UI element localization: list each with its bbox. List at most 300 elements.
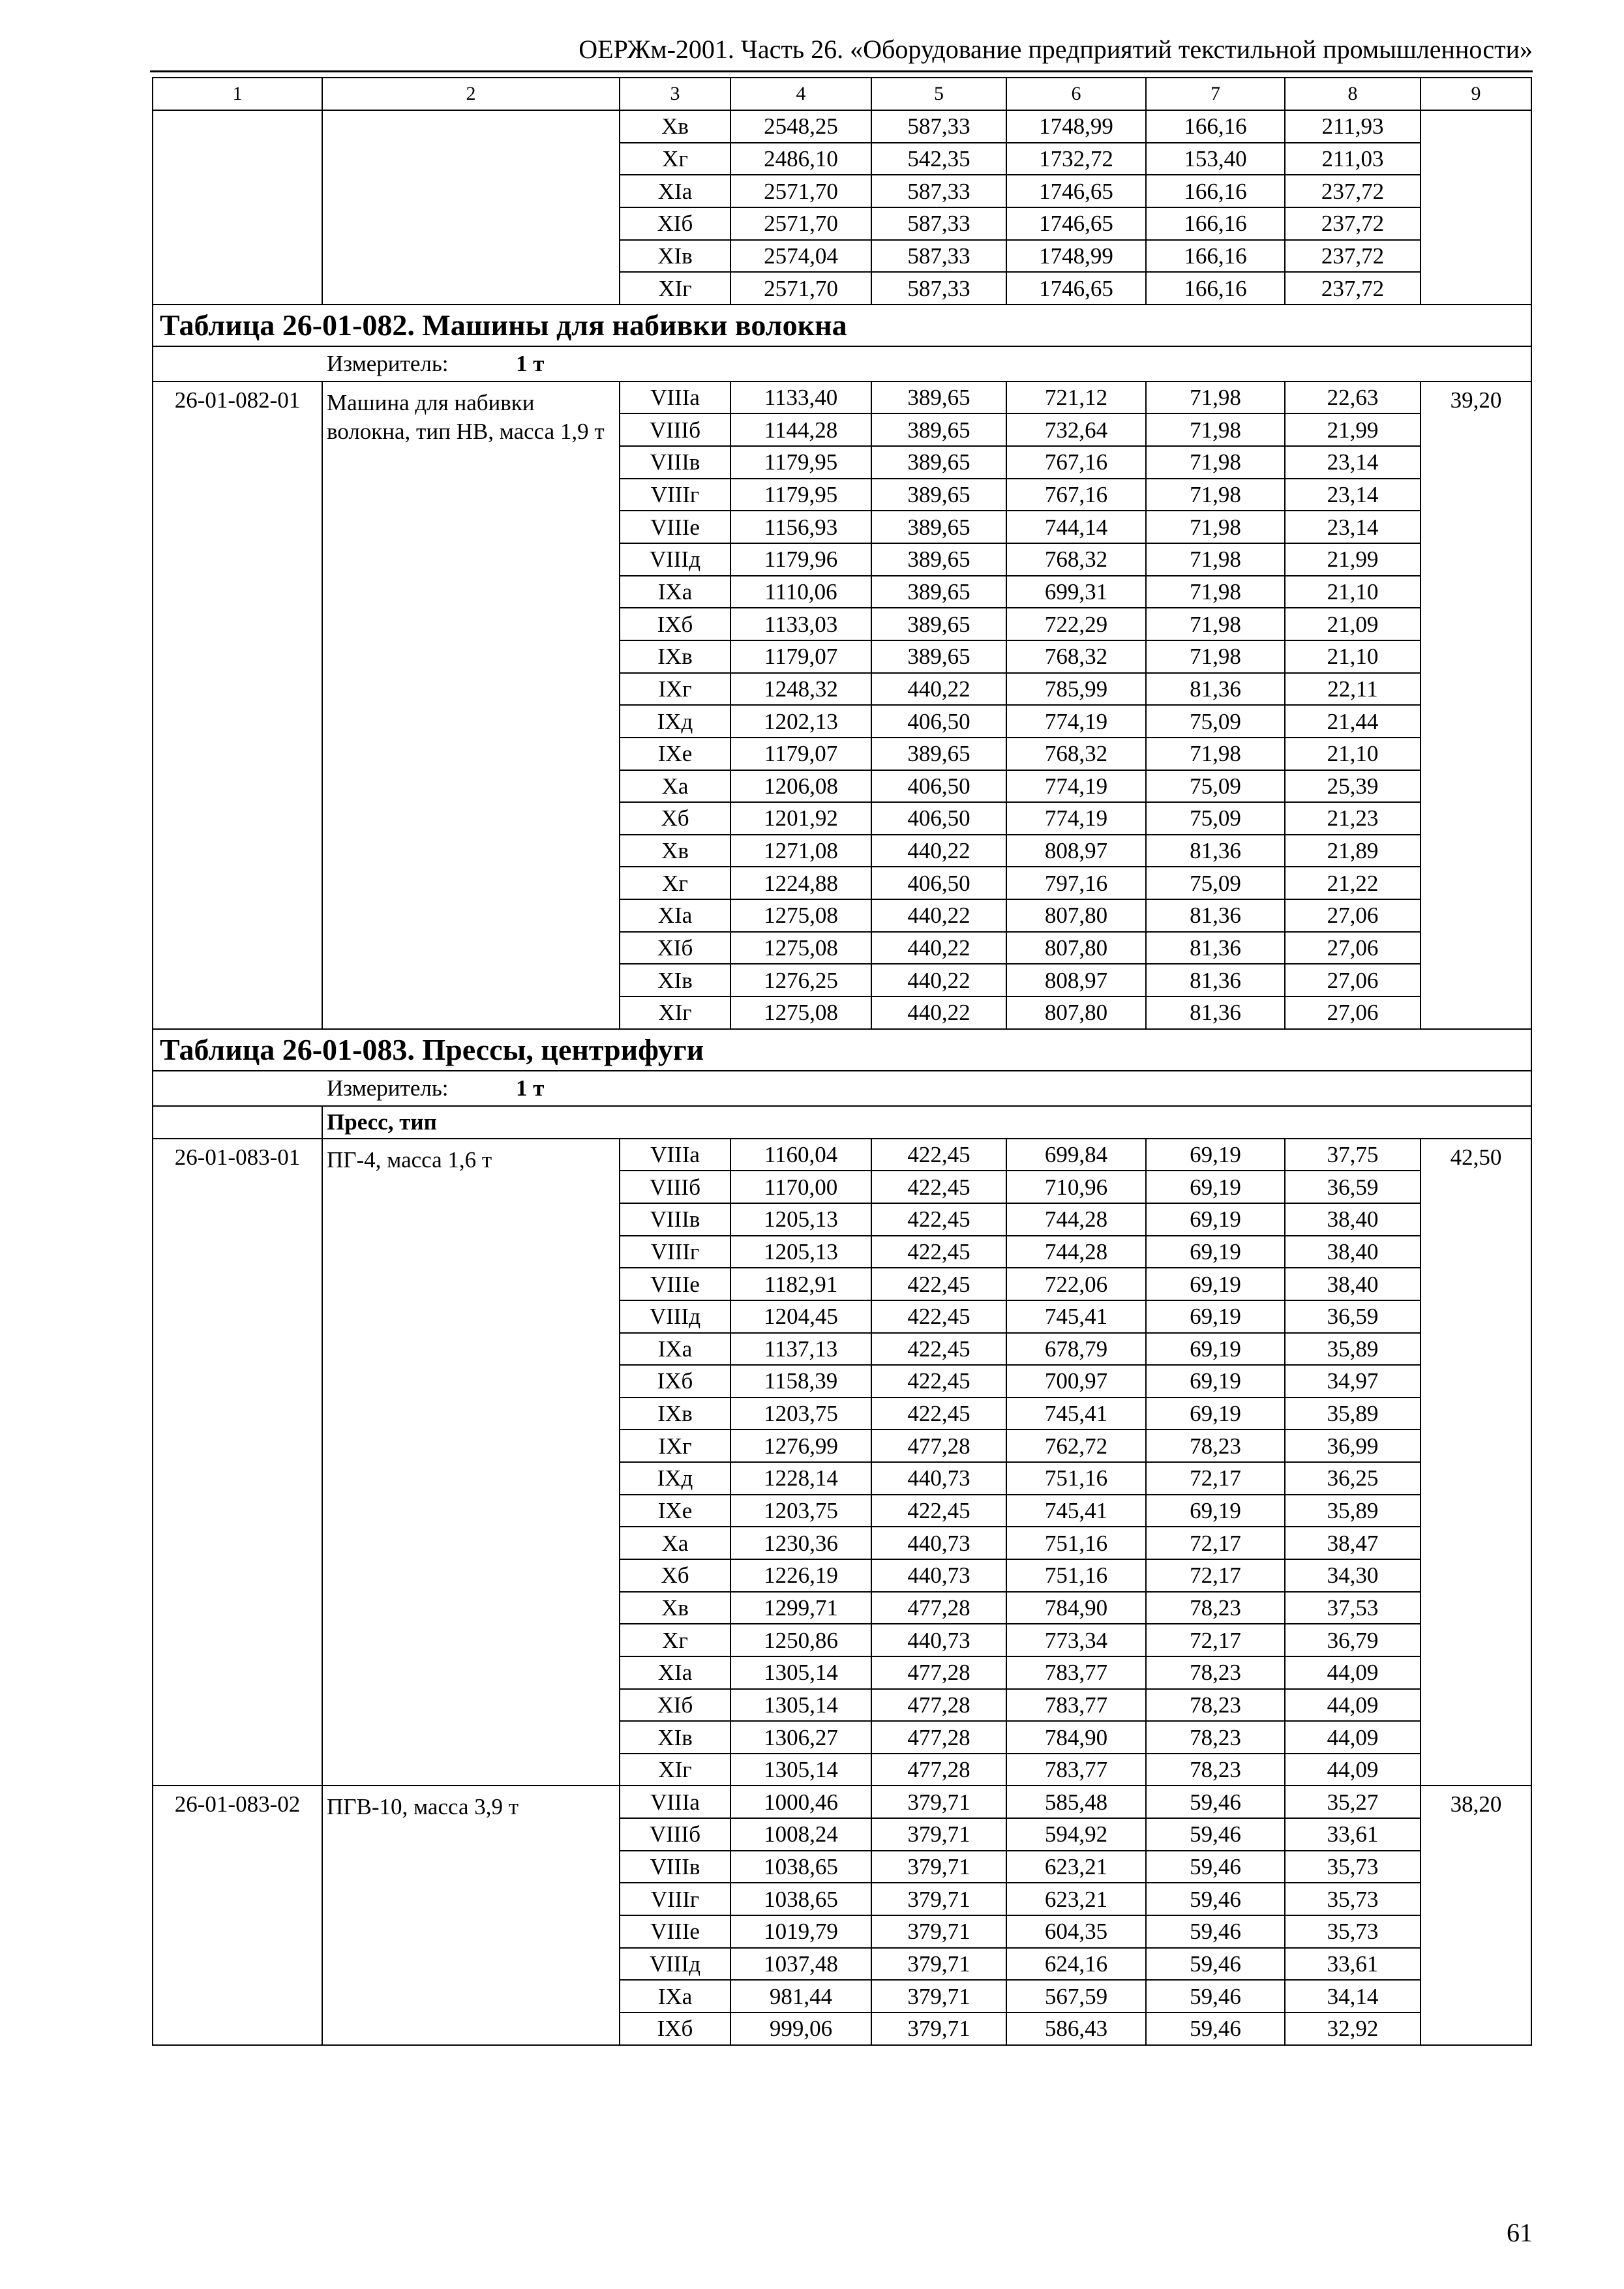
materials-cell: 35,73	[1285, 1915, 1421, 1948]
zone-cell: IХб	[620, 608, 730, 640]
wages-cell: 542,35	[871, 143, 1006, 175]
materials-cell: 21,44	[1285, 705, 1421, 738]
machinist-wages-cell: 78,23	[1146, 1592, 1285, 1624]
machines-cell: 751,16	[1006, 1462, 1146, 1495]
header-rule	[150, 70, 1533, 72]
materials-cell: 23,14	[1285, 446, 1421, 479]
wages-cell: 477,28	[871, 1754, 1006, 1786]
table-title: Таблица 26-01-083. Прессы, центрифуги	[153, 1029, 1531, 1071]
materials-cell: 44,09	[1285, 1656, 1421, 1689]
machinist-wages-cell: 71,98	[1146, 640, 1285, 673]
table-row	[153, 382, 1531, 414]
machinist-wages-cell: 71,98	[1146, 543, 1285, 576]
wages-cell: 440,22	[871, 673, 1006, 706]
zone-cell: Хв	[620, 835, 730, 867]
machinist-wages-cell: 69,19	[1146, 1171, 1285, 1203]
machinist-wages-cell: 75,09	[1146, 802, 1285, 835]
measure-cell	[153, 346, 1531, 382]
zone-cell: ХIб	[620, 207, 730, 240]
zone-cell: IХд	[620, 1462, 730, 1495]
zone-cell: VIIIб	[620, 1171, 730, 1203]
zone-cell: VIIIа	[620, 1786, 730, 1818]
total-cost-cell: 999,06	[730, 2012, 871, 2045]
column-header-row	[153, 78, 1531, 110]
machines-cell: 722,06	[1006, 1268, 1146, 1300]
machinist-wages-cell: 75,09	[1146, 867, 1285, 899]
table-row	[153, 110, 1531, 143]
table-row	[153, 1139, 1531, 1171]
machinist-wages-cell: 71,98	[1146, 608, 1285, 640]
total-cost-cell: 1275,08	[730, 899, 871, 932]
wages-cell: 379,71	[871, 1818, 1006, 1851]
wages-cell: 422,45	[871, 1203, 1006, 1236]
materials-cell: 35,89	[1285, 1398, 1421, 1430]
total-cost-cell: 1204,45	[730, 1300, 871, 1333]
machinist-wages-cell: 72,17	[1146, 1527, 1285, 1559]
zone-cell: IХг	[620, 673, 730, 706]
machinist-wages-cell: 81,36	[1146, 673, 1285, 706]
zone-cell: Хб	[620, 802, 730, 835]
machinist-wages-cell: 69,19	[1146, 1365, 1285, 1398]
materials-cell: 35,73	[1285, 1883, 1421, 1915]
machinist-wages-cell: 69,19	[1146, 1495, 1285, 1527]
zone-cell: VIIIб	[620, 413, 730, 446]
machines-cell: 624,16	[1006, 1948, 1146, 1981]
total-cost-cell: 1137,13	[730, 1333, 871, 1366]
machinist-wages-cell: 59,46	[1146, 1948, 1285, 1981]
materials-cell: 34,97	[1285, 1365, 1421, 1398]
total-cost-cell: 1160,04	[730, 1139, 871, 1171]
machines-cell: 768,32	[1006, 543, 1146, 576]
total-cost-cell: 2548,25	[730, 110, 871, 143]
machines-cell: 808,97	[1006, 835, 1146, 867]
wages-cell: 477,28	[871, 1721, 1006, 1754]
wages-cell: 379,71	[871, 2012, 1006, 2045]
wages-cell: 477,28	[871, 1656, 1006, 1689]
measure-label: Измеритель:	[327, 351, 449, 377]
total-cost-cell: 1203,75	[730, 1398, 871, 1430]
materials-cell: 21,22	[1285, 867, 1421, 899]
machines-cell: 785,99	[1006, 673, 1146, 706]
materials-cell: 34,30	[1285, 1559, 1421, 1592]
zone-cell: ХIв	[620, 240, 730, 273]
machines-cell: 784,90	[1006, 1592, 1146, 1624]
zone-cell: IХе	[620, 738, 730, 770]
machines-cell: 699,31	[1006, 576, 1146, 608]
machines-cell: 773,34	[1006, 1624, 1146, 1656]
materials-cell: 35,27	[1285, 1786, 1421, 1818]
materials-cell: 38,47	[1285, 1527, 1421, 1559]
total-cost-cell: 1206,08	[730, 770, 871, 803]
materials-cell: 21,23	[1285, 802, 1421, 835]
zone-cell: VIIIв	[620, 1203, 730, 1236]
total-cost-cell: 1038,65	[730, 1851, 871, 1883]
materials-cell: 36,25	[1285, 1462, 1421, 1495]
machinist-wages-cell: 166,16	[1146, 240, 1285, 273]
wages-cell: 389,65	[871, 446, 1006, 479]
machinist-wages-cell: 59,46	[1146, 1851, 1285, 1883]
total-cost-cell: 1133,03	[730, 608, 871, 640]
total-cost-cell: 1250,86	[730, 1624, 871, 1656]
total-cost-cell: 1179,95	[730, 479, 871, 511]
machines-cell: 807,80	[1006, 932, 1146, 965]
wages-cell: 422,45	[871, 1333, 1006, 1366]
machinist-wages-cell: 69,19	[1146, 1300, 1285, 1333]
zone-cell: VIIIд	[620, 1300, 730, 1333]
total-cost-cell: 2574,04	[730, 240, 871, 273]
total-cost-cell: 2571,70	[730, 207, 871, 240]
materials-cell: 34,14	[1285, 1980, 1421, 2012]
zone-cell: Хг	[620, 1624, 730, 1656]
total-cost-cell: 2486,10	[730, 143, 871, 175]
materials-cell: 44,09	[1285, 1721, 1421, 1754]
machines-cell: 774,19	[1006, 770, 1146, 803]
col9-cell: 39,20	[1421, 382, 1531, 1029]
running-header: ОЕРЖм-2001. Часть 26. «Оборудование предприятий текстильной промышленности»	[579, 35, 1533, 64]
total-cost-cell: 1305,14	[730, 1754, 871, 1786]
column-header: 1	[153, 78, 322, 110]
wages-cell: 379,71	[871, 1883, 1006, 1915]
machinist-wages-cell: 81,36	[1146, 996, 1285, 1029]
total-cost-cell: 1305,14	[730, 1656, 871, 1689]
total-cost-cell: 1179,95	[730, 446, 871, 479]
wages-cell: 422,45	[871, 1171, 1006, 1203]
materials-cell: 21,09	[1285, 608, 1421, 640]
total-cost-cell: 1226,19	[730, 1559, 871, 1592]
total-cost-cell: 1156,93	[730, 511, 871, 543]
column-header: 9	[1421, 78, 1531, 110]
machinist-wages-cell: 81,36	[1146, 932, 1285, 965]
zone-cell: VIIIе	[620, 511, 730, 543]
machines-cell: 732,64	[1006, 413, 1146, 446]
page-number: 61	[1507, 2218, 1533, 2247]
wages-cell: 379,71	[871, 1851, 1006, 1883]
machines-cell: 1748,99	[1006, 110, 1146, 143]
machinist-wages-cell: 69,19	[1146, 1236, 1285, 1268]
wages-cell: 440,22	[871, 932, 1006, 965]
machinist-wages-cell: 72,17	[1146, 1624, 1285, 1656]
materials-cell: 27,06	[1285, 899, 1421, 932]
wages-cell: 477,28	[871, 1592, 1006, 1624]
total-cost-cell: 1038,65	[730, 1883, 871, 1915]
machines-cell: 783,77	[1006, 1754, 1146, 1786]
zone-cell: ХIг	[620, 1754, 730, 1786]
machinist-wages-cell: 59,46	[1146, 1980, 1285, 2012]
machines-cell: 1746,65	[1006, 175, 1146, 207]
machines-cell: 767,16	[1006, 446, 1146, 479]
zone-cell: IХб	[620, 2012, 730, 2045]
zone-cell: VIIIа	[620, 1139, 730, 1171]
total-cost-cell: 1275,08	[730, 996, 871, 1029]
machines-cell: 567,59	[1006, 1980, 1146, 2012]
total-cost-cell: 1275,08	[730, 932, 871, 965]
machinist-wages-cell: 69,19	[1146, 1139, 1285, 1171]
machinist-wages-cell: 72,17	[1146, 1462, 1285, 1495]
total-cost-cell: 1170,00	[730, 1171, 871, 1203]
materials-cell: 25,39	[1285, 770, 1421, 803]
machines-cell: 586,43	[1006, 2012, 1146, 2045]
name-cell: ПГВ-10, масса 3,9 т	[322, 1786, 620, 2044]
wages-cell: 440,22	[871, 964, 1006, 996]
materials-cell: 38,40	[1285, 1203, 1421, 1236]
machines-cell: 783,77	[1006, 1656, 1146, 1689]
wages-cell: 406,50	[871, 770, 1006, 803]
machines-cell: 783,77	[1006, 1689, 1146, 1722]
machines-cell: 807,80	[1006, 899, 1146, 932]
machinist-wages-cell: 59,46	[1146, 1883, 1285, 1915]
machines-cell: 678,79	[1006, 1333, 1146, 1366]
machines-cell: 710,96	[1006, 1171, 1146, 1203]
materials-cell: 36,59	[1285, 1171, 1421, 1203]
wages-cell: 389,65	[871, 608, 1006, 640]
zone-cell: IХа	[620, 1980, 730, 2012]
total-cost-cell: 1203,75	[730, 1495, 871, 1527]
machines-cell: 768,32	[1006, 738, 1146, 770]
zone-cell: Хв	[620, 110, 730, 143]
machines-cell: 1746,65	[1006, 272, 1146, 305]
wages-cell: 440,73	[871, 1559, 1006, 1592]
machinist-wages-cell: 81,36	[1146, 899, 1285, 932]
measure-row	[153, 1071, 1531, 1106]
zone-cell: Ха	[620, 1527, 730, 1559]
table-title: Таблица 26-01-082. Машины для набивки волокна	[153, 305, 1531, 346]
machinist-wages-cell: 71,98	[1146, 446, 1285, 479]
total-cost-cell: 1230,36	[730, 1527, 871, 1559]
materials-cell: 21,99	[1285, 413, 1421, 446]
wages-cell: 440,22	[871, 899, 1006, 932]
measure-unit: 1 т	[516, 351, 545, 377]
materials-cell: 36,79	[1285, 1624, 1421, 1656]
materials-cell: 27,06	[1285, 964, 1421, 996]
wages-cell: 422,45	[871, 1268, 1006, 1300]
total-cost-cell: 1201,92	[730, 802, 871, 835]
zone-cell: ХIв	[620, 964, 730, 996]
total-cost-cell: 1305,14	[730, 1689, 871, 1722]
materials-cell: 21,99	[1285, 543, 1421, 576]
materials-cell: 22,11	[1285, 673, 1421, 706]
machinist-wages-cell: 59,46	[1146, 2012, 1285, 2045]
zone-cell: IХв	[620, 1398, 730, 1430]
machines-cell: 721,12	[1006, 382, 1146, 414]
machines-cell: 808,97	[1006, 964, 1146, 996]
wages-cell: 389,65	[871, 382, 1006, 414]
machinist-wages-cell: 81,36	[1146, 964, 1285, 996]
machinist-wages-cell: 69,19	[1146, 1398, 1285, 1430]
subheading-row	[153, 1106, 1531, 1139]
materials-cell: 23,14	[1285, 511, 1421, 543]
column-header: 7	[1146, 78, 1285, 110]
zone-cell: VIIIг	[620, 1883, 730, 1915]
zone-cell: ХIб	[620, 1689, 730, 1722]
machinist-wages-cell: 71,98	[1146, 479, 1285, 511]
machines-cell: 722,29	[1006, 608, 1146, 640]
machines-cell: 774,19	[1006, 705, 1146, 738]
total-cost-cell: 1019,79	[730, 1915, 871, 1948]
machines-cell: 751,16	[1006, 1527, 1146, 1559]
wages-cell: 440,73	[871, 1527, 1006, 1559]
machines-cell: 744,28	[1006, 1203, 1146, 1236]
materials-cell: 38,40	[1285, 1236, 1421, 1268]
zone-cell: Ха	[620, 770, 730, 803]
materials-cell: 33,61	[1285, 1948, 1421, 1981]
machines-cell: 797,16	[1006, 867, 1146, 899]
measure-unit: 1 т	[516, 1075, 545, 1101]
machinist-wages-cell: 59,46	[1146, 1818, 1285, 1851]
machines-cell: 604,35	[1006, 1915, 1146, 1948]
zone-cell: VIIIд	[620, 1948, 730, 1981]
machinist-wages-cell: 75,09	[1146, 705, 1285, 738]
column-header: 5	[871, 78, 1006, 110]
wages-cell: 406,50	[871, 705, 1006, 738]
machines-cell: 744,28	[1006, 1236, 1146, 1268]
machines-cell: 585,48	[1006, 1786, 1146, 1818]
zone-cell: VIIIв	[620, 446, 730, 479]
machinist-wages-cell: 71,98	[1146, 413, 1285, 446]
wages-cell: 389,65	[871, 738, 1006, 770]
machinist-wages-cell: 69,19	[1146, 1333, 1285, 1366]
wages-cell: 379,71	[871, 1980, 1006, 2012]
wages-cell: 406,50	[871, 867, 1006, 899]
wages-cell: 389,65	[871, 479, 1006, 511]
materials-cell: 36,59	[1285, 1300, 1421, 1333]
total-cost-cell: 1179,07	[730, 738, 871, 770]
zone-cell: Хг	[620, 143, 730, 175]
column-header: 4	[730, 78, 871, 110]
wages-cell: 440,22	[871, 835, 1006, 867]
code-cell: 26-01-083-01	[153, 1139, 322, 1786]
wages-cell: 587,33	[871, 272, 1006, 305]
machines-cell: 768,32	[1006, 640, 1146, 673]
zone-cell: IХа	[620, 576, 730, 608]
machinist-wages-cell: 71,98	[1146, 511, 1285, 543]
wages-cell: 389,65	[871, 511, 1006, 543]
machines-cell: 700,97	[1006, 1365, 1146, 1398]
machines-cell: 745,41	[1006, 1300, 1146, 1333]
machinist-wages-cell: 153,40	[1146, 143, 1285, 175]
materials-cell: 32,92	[1285, 2012, 1421, 2045]
column-header: 3	[620, 78, 730, 110]
zone-cell: ХIа	[620, 175, 730, 207]
zone-cell: Хг	[620, 867, 730, 899]
total-cost-cell: 2571,70	[730, 272, 871, 305]
zone-cell: Хб	[620, 1559, 730, 1592]
machinist-wages-cell: 78,23	[1146, 1429, 1285, 1462]
machines-cell: 767,16	[1006, 479, 1146, 511]
materials-cell: 38,40	[1285, 1268, 1421, 1300]
materials-cell: 21,10	[1285, 738, 1421, 770]
machinist-wages-cell: 72,17	[1146, 1559, 1285, 1592]
machinist-wages-cell: 166,16	[1146, 110, 1285, 143]
total-cost-cell: 1276,25	[730, 964, 871, 996]
measure-cell	[153, 1071, 1531, 1106]
machinist-wages-cell: 71,98	[1146, 576, 1285, 608]
zone-cell: ХIг	[620, 272, 730, 305]
zone-cell: IХе	[620, 1495, 730, 1527]
materials-cell: 22,63	[1285, 382, 1421, 414]
machines-cell: 1732,72	[1006, 143, 1146, 175]
zone-cell: ХIб	[620, 932, 730, 965]
wages-cell: 477,28	[871, 1429, 1006, 1462]
machines-cell: 594,92	[1006, 1818, 1146, 1851]
machines-cell: 751,16	[1006, 1559, 1146, 1592]
wages-cell: 587,33	[871, 175, 1006, 207]
machines-cell: 744,14	[1006, 511, 1146, 543]
total-cost-cell: 2571,70	[730, 175, 871, 207]
materials-cell: 21,89	[1285, 835, 1421, 867]
machinist-wages-cell: 69,19	[1146, 1203, 1285, 1236]
total-cost-cell: 1158,39	[730, 1365, 871, 1398]
zone-cell: VIIIе	[620, 1268, 730, 1300]
code-cell	[153, 110, 322, 305]
column-header: 6	[1006, 78, 1146, 110]
machines-cell: 762,72	[1006, 1429, 1146, 1462]
zone-cell: Хв	[620, 1592, 730, 1624]
wages-cell: 389,65	[871, 640, 1006, 673]
total-cost-cell: 1179,96	[730, 543, 871, 576]
materials-cell: 33,61	[1285, 1818, 1421, 1851]
total-cost-cell: 1299,71	[730, 1592, 871, 1624]
machinist-wages-cell: 69,19	[1146, 1268, 1285, 1300]
zone-cell: ХIа	[620, 1656, 730, 1689]
total-cost-cell: 1224,88	[730, 867, 871, 899]
machinist-wages-cell: 71,98	[1146, 382, 1285, 414]
machines-cell: 623,21	[1006, 1851, 1146, 1883]
machinist-wages-cell: 166,16	[1146, 272, 1285, 305]
table-title-row	[153, 1029, 1531, 1071]
zone-cell: IХг	[620, 1429, 730, 1462]
total-cost-cell: 1144,28	[730, 413, 871, 446]
materials-cell: 21,10	[1285, 576, 1421, 608]
code-cell: 26-01-083-02	[153, 1786, 322, 2044]
materials-cell: 35,89	[1285, 1495, 1421, 1527]
measure-row	[153, 346, 1531, 382]
zone-cell: ХIг	[620, 996, 730, 1029]
total-cost-cell: 1037,48	[730, 1948, 871, 1981]
total-cost-cell: 1248,32	[730, 673, 871, 706]
wages-cell: 440,73	[871, 1462, 1006, 1495]
machines-cell: 1746,65	[1006, 207, 1146, 240]
materials-cell: 44,09	[1285, 1754, 1421, 1786]
materials-cell: 237,72	[1285, 207, 1421, 240]
col9-cell: 42,50	[1421, 1139, 1531, 1786]
total-cost-cell: 1205,13	[730, 1236, 871, 1268]
machinist-wages-cell: 78,23	[1146, 1656, 1285, 1689]
machines-cell: 807,80	[1006, 996, 1146, 1029]
wages-cell: 422,45	[871, 1236, 1006, 1268]
zone-cell: IХв	[620, 640, 730, 673]
zone-cell: ХIа	[620, 899, 730, 932]
machinist-wages-cell: 59,46	[1146, 1915, 1285, 1948]
materials-cell: 211,03	[1285, 143, 1421, 175]
wages-cell: 379,71	[871, 1915, 1006, 1948]
wages-cell: 422,45	[871, 1398, 1006, 1430]
machinist-wages-cell: 59,46	[1146, 1786, 1285, 1818]
total-cost-cell: 1008,24	[730, 1818, 871, 1851]
wages-cell: 587,33	[871, 240, 1006, 273]
col9-cell	[1421, 110, 1531, 305]
table-title-row	[153, 305, 1531, 346]
wages-cell: 422,45	[871, 1300, 1006, 1333]
machinist-wages-cell: 166,16	[1146, 207, 1285, 240]
wages-cell: 477,28	[871, 1689, 1006, 1722]
zone-cell: VIIIб	[620, 1818, 730, 1851]
total-cost-cell: 1205,13	[730, 1203, 871, 1236]
measure-label: Измеритель:	[327, 1075, 449, 1101]
machinist-wages-cell: 78,23	[1146, 1754, 1285, 1786]
materials-cell: 35,73	[1285, 1851, 1421, 1883]
total-cost-cell: 1179,07	[730, 640, 871, 673]
machinist-wages-cell: 71,98	[1146, 738, 1285, 770]
